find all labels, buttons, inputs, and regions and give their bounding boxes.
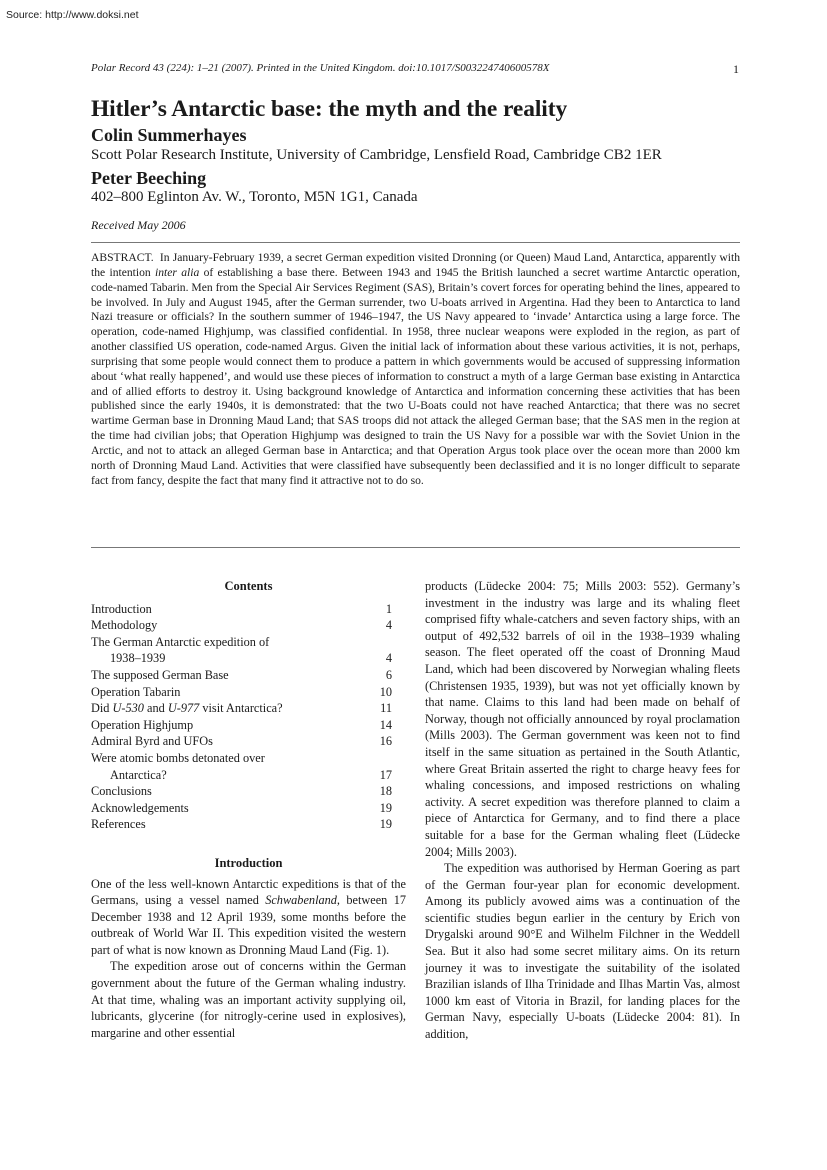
toc-item[interactable]: Operation Tabarin 10	[91, 684, 392, 699]
toc-item[interactable]: Introduction 1	[91, 601, 392, 616]
paper-title: Hitler’s Antarctic base: the myth and the reality	[91, 96, 568, 122]
toc-item[interactable]: Did U-530 and U-977 visit Antarctica? 11	[91, 701, 392, 716]
toc-item[interactable]: The German Antarctic expedition of	[91, 634, 270, 649]
toc-item[interactable]: Admiral Byrd and UFOs 16	[91, 734, 392, 749]
body-paragraph: The expedition was authorised by Herman Goering as part of the German four-year plan for economic development. Among its publicly avowed aims was a continuation of the scientific studies begun earlier in the century by Erich von Drygalski around 90°E and Wilhelm Filchner in the Weddell Sea. But it also had some secret military aims. On its return journey it was to investigate the suitability of the isolated Brazilian islands of Ilha Trinidade and Ilhas Martin Vas, almost 1000 km east of Vitoria in Brazil, for landing places for the German Navy, especially U-boats (Lüdecke 2004: 81). In addition,	[425, 861, 740, 1042]
received-date: Received May 2006	[91, 218, 186, 232]
left-column	[91, 578, 406, 1041]
abstract-label: ABSTRACT.	[91, 251, 154, 264]
toc-item[interactable]: Operation Highjump 14	[91, 717, 392, 732]
body-paragraph: One of the less well-known Antarctic expeditions is that of the Germans, using a vessel named Schwabenland, between 17 December 1938 and 12 April 1939, some months before the outbreak of World War II. This expedition visited the western part of what is now known as Dronning Maud Land (Fig. 1).	[91, 876, 406, 957]
bottom-rule	[91, 547, 740, 548]
top-rule	[91, 242, 740, 243]
abstract: ABSTRACT. In January-February 1939, a secret German expedition visited Dronning (or Queen) Maud Land, Antarctica, apparently with the intention inter alia of establishing a base there. Between 1943 and 1945 the British launched a secret wartime Antarctic operation, code-named Tabarin. Men from the Special Air Services Regiment (SAS), Britain’s covert forces for operating behind the lines, appeared to be involved. In July and August 1945, after the German surrender, two U-boats arrived in Argentina. Had they been to Antarctica to land Nazi treasure or officials? In the southern summer of 1946–1947, the US Navy appeared to ‘invade’ Antarctica using a large force. The operation, code-named Highjump, was classified confidential. In 1958, three nuclear weapons were exploded in the region, as part of another classified US operation, code-named Argus. Given the initial lack of information about these various activities, it is not, perhaps, surprising that some people would connect them to produce a pattern in which governments would be accused of suppressing information about ‘what really happened’, and would use these pieces of information to construct a myth of a large German base existing in Antarctica and of allied efforts to destroy it. Using background knowledge of Antarctica and information concerning these activities that has been published since the early 1940s, it is demonstrated: that the two U-Boats could not have reached Antarctica; that there was no secret wartime German base in Dronning Maud Land; that SAS troops did not attack the alleged German base; that the SAS men in the region at the time had civilian jobs; that Operation Highjump was designed to train the US Navy for a possible war with the Soviet Union in the Arctic, and not to attack an alleged German base in Antarctica; and that Operation Argus took place over the ocean more than 2000 km north of Dronning Maud Land. Activities that were classified have subsequently been declassified and it is no longer difficult to separate fact from fancy, despite the fact that many find it attractive not to do so.	[91, 251, 741, 487]
page-number: 1	[733, 62, 739, 76]
toc-item[interactable]: Conclusions 18	[91, 784, 392, 799]
running-header: Polar Record 43 (224): 1–21 (2007). Printed in the United Kingdom. doi:10.1017/S003224740600578X	[91, 62, 550, 74]
table-of-contents	[91, 601, 406, 833]
author-affiliation: Scott Polar Research Institute, University of Cambridge, Lensfield Road, Cambridge CB2 1ER	[91, 147, 662, 163]
toc-item[interactable]: 1938–1939 4	[110, 651, 392, 666]
right-column	[425, 578, 740, 1043]
introduction-heading: Introduction	[214, 855, 283, 870]
source-line: Source: http://www.doksi.net	[6, 9, 139, 21]
body-paragraph: products (Lüdecke 2004: 75; Mills 2003: 552). Germany’s investment in the industry was large and its whaling fleet comprised fifty whale-catchers and seven factory ships, with an output of 492,532 barrels of oil in the 1938–1939 whaling season. The fleet operated off the coast of Dronning Maud Land, which had been discovered by Norwegian whaling fleets (Christensen 1935, 1939), but was not yet officially known by that name. Claims to this land had been made on behalf of Norway, though not officially announced by royal proclamation (Mills 2003). The German government was keen not to find itself in the same situation as pertained in the South Atlantic, where Great Britain asserted the right to charge heavy fees for whaling concessions, and imposed restrictions on whaling activity. A secret expedition was therefore planned to claim a piece of Antarctica for Germany, and to find there a place suitable for a base for the German whaling fleet (Lüdecke 2004; Mills 2003).	[425, 579, 740, 859]
body-paragraph: The expedition arose out of concerns within the German government about the future of the German whaling industry. At that time, whaling was an important activity supplying oil, lubricants, glycerine (for nitrogly-cerine used in explosives), margarine and other essential	[91, 959, 406, 1040]
toc-item[interactable]: Antarctica? 17	[110, 767, 392, 782]
toc-item[interactable]: Methodology 4	[91, 618, 392, 633]
author-affiliation: 402–800 Eglinton Av. W., Toronto, M5N 1G1, Canada	[91, 189, 418, 205]
toc-item[interactable]: Acknowledgements 19	[91, 800, 392, 815]
toc-item[interactable]: Were atomic bombs detonated over	[91, 750, 265, 765]
author-name: Colin Summerhayes	[91, 125, 247, 145]
author-name: Peter Beeching	[91, 168, 207, 188]
toc-item[interactable]: The supposed German Base 6	[91, 667, 392, 682]
contents-heading: Contents	[224, 579, 273, 593]
toc-item[interactable]: References 19	[91, 817, 392, 832]
